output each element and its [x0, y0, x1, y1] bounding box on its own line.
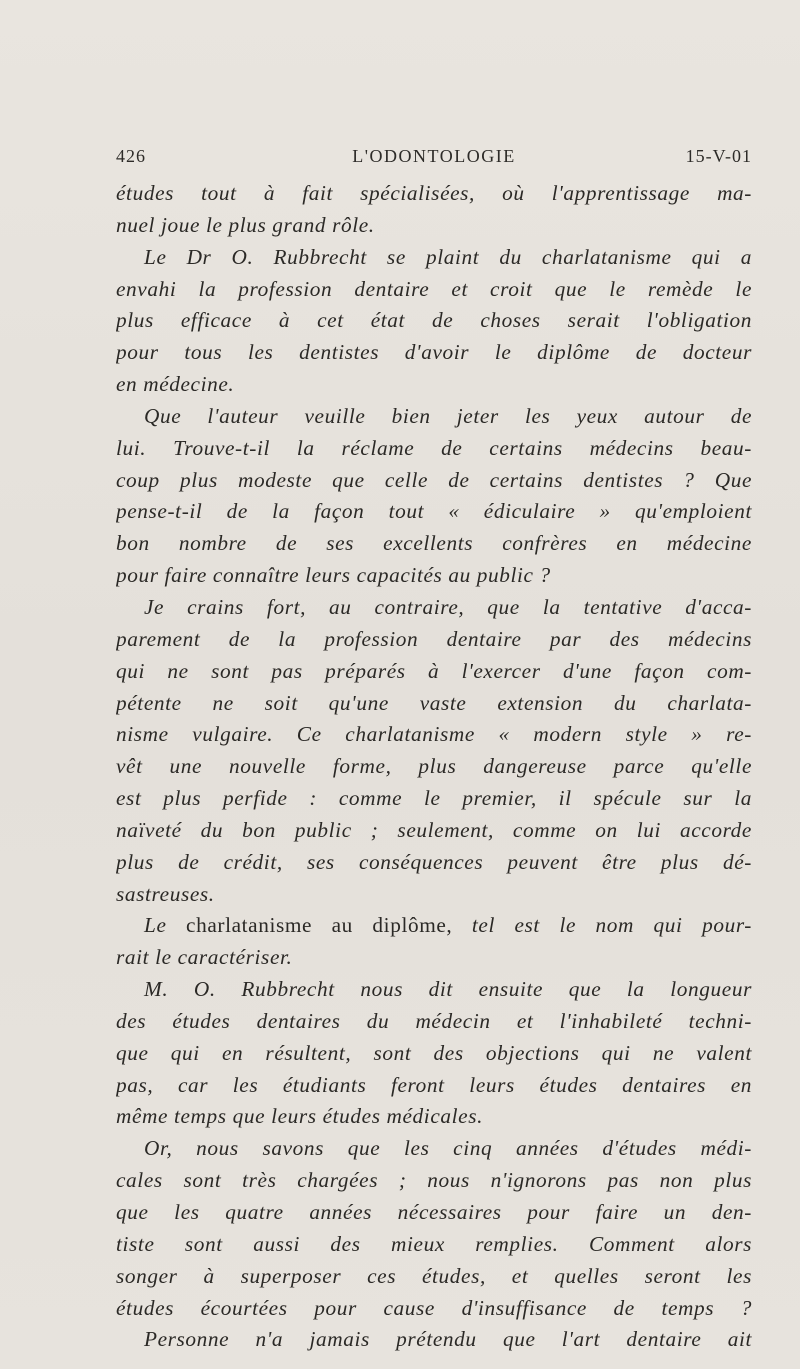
text-line: pas, car les étudiants feront leurs études dentaires en	[116, 1072, 752, 1097]
text-line: bon nombre de ses excellents confrères en médecine	[116, 531, 752, 556]
text-line: que qui en résultent, sont des objections qui ne valent	[116, 1040, 752, 1065]
text-line: sastreuses.	[116, 881, 215, 906]
text-line: vêt une nouvelle forme, plus dangereuse parce qu'elle	[116, 754, 752, 779]
text-line: nisme vulgaire. Ce charlatanisme « modern style » re-	[116, 722, 752, 747]
text-line	[116, 910, 752, 942]
text-line: tiste sont aussi des mieux remplies. Comment alors	[116, 1231, 752, 1256]
body-text	[116, 178, 752, 1356]
text-line: Que l'auteur veuille bien jeter les yeux autour de	[144, 403, 752, 428]
text-line: cales sont très chargées ; nous n'ignorons pas non plus	[116, 1168, 752, 1193]
text-line: des études dentaires du médecin et l'inhabileté techni-	[116, 1008, 752, 1033]
text-line: envahi la profession dentaire et croit que le remède le	[116, 276, 752, 301]
text-line: songer à superposer ces études, et quelles seront les	[116, 1263, 752, 1288]
text-line: Or, nous savons que les cinq années d'études médi-	[144, 1136, 752, 1161]
text-line: Je crains fort, au contraire, que la tentative d'acca-	[144, 594, 752, 619]
text-line: en médecine.	[116, 372, 235, 397]
text-line: pétente ne soit qu'une vaste extension du charlata-	[116, 690, 752, 715]
text-line: que les quatre années nécessaires pour faire un den-	[116, 1200, 752, 1224]
text-line: rait le caractériser.	[116, 945, 293, 970]
text-line: Le Dr O. Rubbrecht se plaint du charlatanisme qui a	[144, 244, 752, 269]
text-line: études tout à fait spécialisées, où l'apprentissage ma-	[116, 181, 752, 205]
text-line: même temps que leurs études médicales.	[116, 1104, 484, 1129]
text-line: Personne n'a jamais prétendu que l'art dentaire ait	[144, 1327, 752, 1352]
issue-date: 15-V-01	[685, 146, 752, 166]
text-line: plus efficace à cet état de choses serait l'obligation	[116, 308, 752, 333]
text-line: qui ne sont pas préparés à l'exercer d'une façon com-	[116, 658, 752, 683]
text-line: lui. Trouve-t-il la réclame de certains médecins beau-	[116, 435, 752, 460]
text-line: pense-t-il de la façon tout « édiculaire » qu'emploient	[116, 499, 752, 524]
text-line: M. O. Rubbrecht nous dit ensuite que la longueur	[144, 977, 752, 1002]
text-line: plus de crédit, ses conséquences peuvent être plus dé-	[116, 849, 752, 874]
running-header	[116, 146, 752, 170]
journal-title: L'ODONTOLOGIE	[352, 146, 516, 166]
text-segment: tel est le nom qui pour-	[452, 913, 752, 938]
text-line: pour faire connaître leurs capacités au public ?	[116, 563, 551, 588]
text-line: coup plus modeste que celle de certains dentistes ? Que	[116, 467, 752, 492]
text-line: études écourtées pour cause d'insuffisance de temps ?	[116, 1295, 752, 1320]
text-line: est plus perfide : comme le premier, il spécule sur la	[116, 786, 752, 811]
roman-text-segment: charlatanisme au diplôme,	[186, 913, 453, 938]
text-line: naïveté du bon public ; seulement, comme on lui accorde	[116, 817, 752, 842]
page-number: 426	[116, 146, 146, 166]
text-segment: Le	[144, 913, 187, 938]
text-line: pour tous les dentistes d'avoir le diplôme de docteur	[116, 340, 752, 365]
text-line: parement de la profession dentaire par des médecins	[116, 626, 752, 651]
text-line: nuel joue le plus grand rôle.	[116, 212, 375, 237]
